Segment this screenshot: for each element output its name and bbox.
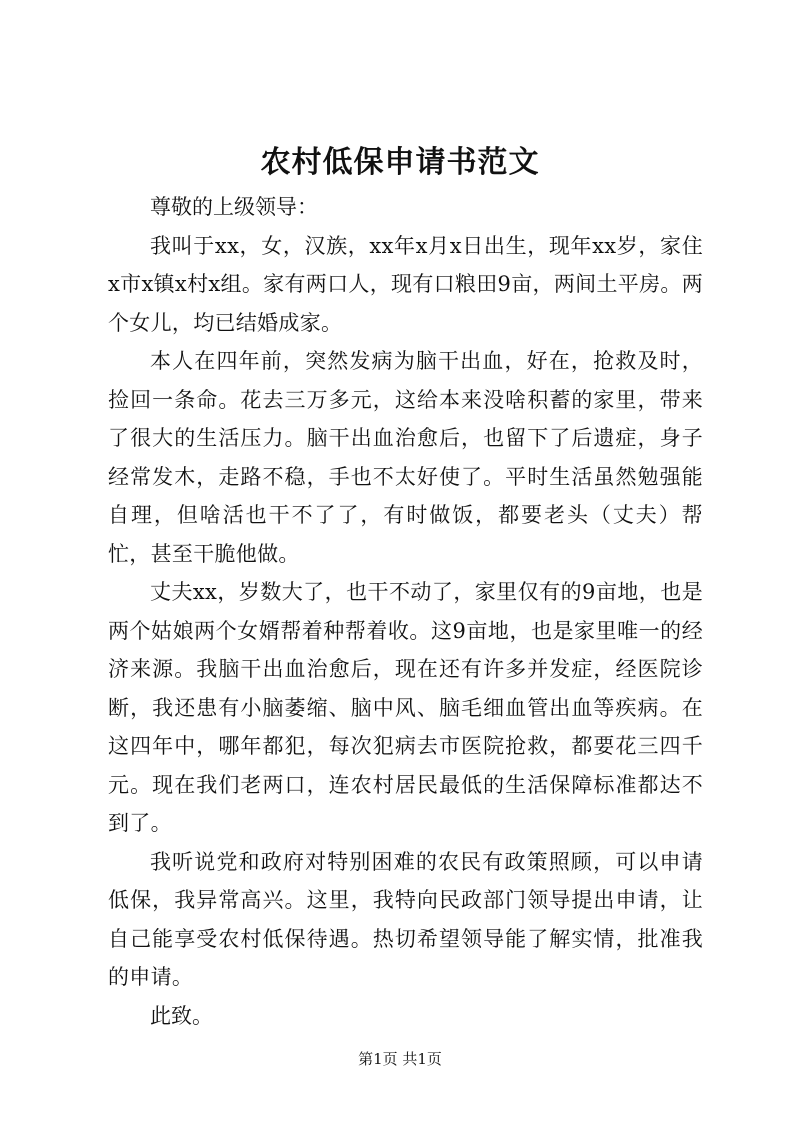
document-body bbox=[108, 188, 703, 1035]
page-number: 第1页 共1页 bbox=[358, 1050, 442, 1068]
paragraph-personal-info: 我叫于xx，女，汉族，xx年x月x日出生，现年xx岁，家住x市x镇x村x组。家有两口人，现有口粮田9亩，两间土平房。两个女儿，均已结婚成家。 bbox=[108, 233, 703, 335]
document-title: 农村低保申请书范文 bbox=[260, 145, 540, 180]
paragraph-family-situation: 丈夫xx，岁数大了，也干不动了，家里仅有的9亩地，也是两个姑娘两个女婿帮着种帮着收。这9亩地，也是家里唯一的经济来源。我脑干出血治愈后，现在还有许多并发症，经医院诊断，我还患有小脑萎缩、脑中风、脑毛细血管出血等疾病。在这四年中，哪年都犯，每次犯病去市医院抢救，都要花三四千元。现在我们老两口，连农村居民最低的生活保障标准都达不到了。 bbox=[108, 580, 703, 835]
salutation: 尊敬的上级领导： bbox=[150, 195, 318, 219]
closing: 此致。 bbox=[150, 1003, 213, 1028]
paragraph-illness: 本人在四年前，突然发病为脑干出血，好在，抢救及时，捡回一条命。花去三万多元，这给本来没啥积蓄的家里，带来了很大的生活压力。脑干出血治愈后，也留下了后遗症，身子经常发木，走路不稳，手也不太好使了。平时生活虽然勉强能自理，但啥活也干不了了，有时做饭，都要老头（丈夫）帮忙，甚至干脆他做。 bbox=[108, 349, 703, 566]
paragraph-request: 我听说党和政府对特别困难的农民有政策照顾，可以申请低保，我异常高兴。这里，我特向民政部门领导提出申请，让自己能享受农村低保待遇。热切希望领导能了解实情，批准我的申请。 bbox=[108, 849, 703, 989]
